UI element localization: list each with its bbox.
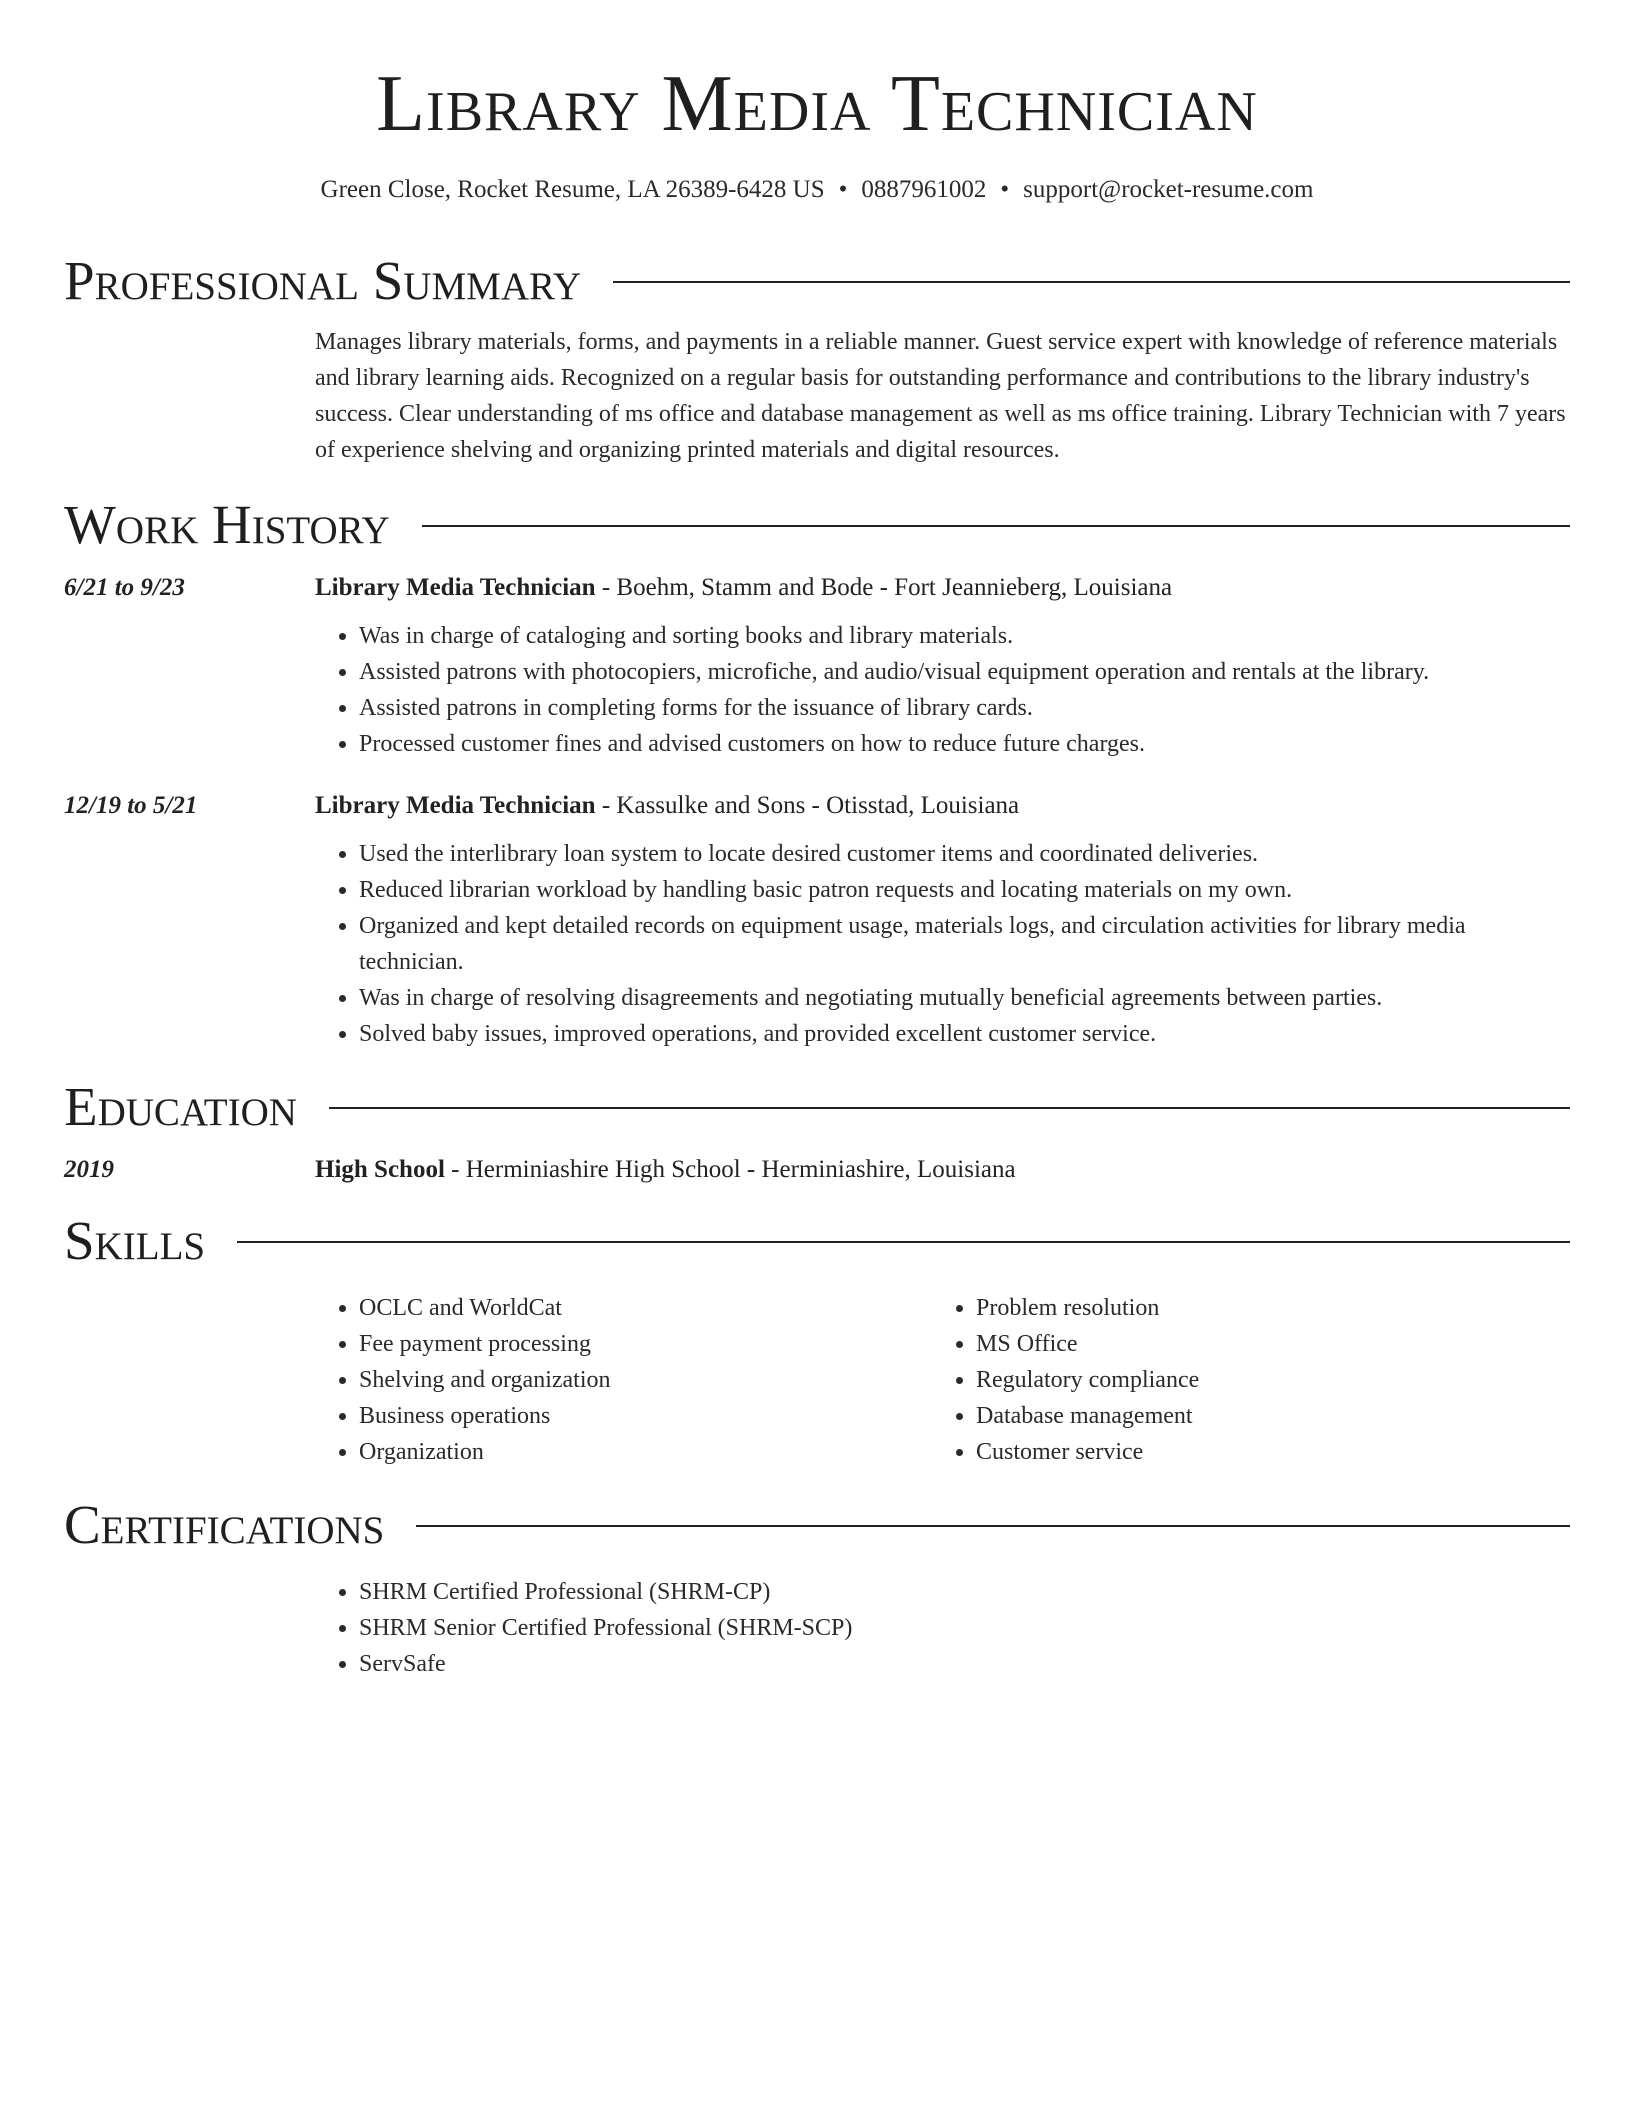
- section-header: [64, 1076, 1570, 1138]
- education-school: - Herminiashire High School - Herminiashire, Louisiana: [444, 1156, 1016, 1183]
- job-bullet-list: [315, 836, 1570, 1052]
- section-header: [64, 1494, 1570, 1556]
- job-bullet: • Reduced librarian workload by handling basic patron requests and locating materials on my own.: [359, 872, 1570, 908]
- job-heading: [315, 790, 1570, 822]
- section-title-skills: Skills: [64, 1210, 206, 1271]
- section-header: [64, 250, 1570, 312]
- resume-page: [64, 0, 1570, 1682]
- skill-item: • MS Office: [976, 1326, 1549, 1362]
- skill-item: • Fee payment processing: [359, 1326, 932, 1362]
- skill-item: • Organization: [359, 1434, 932, 1470]
- skill-item: • Business operations: [359, 1398, 932, 1434]
- certifications-list: [315, 1574, 1570, 1682]
- skills-column-right: [932, 1290, 1549, 1470]
- job-entry: [64, 572, 1570, 762]
- job-dates: 6/21 to 9/23: [64, 574, 185, 601]
- section-header: [64, 494, 1570, 556]
- section-title-summary: Professional Summary: [64, 250, 582, 311]
- job-bullet: • Used the interlibrary loan system to locate desired customer items and coordinated deliveries.: [359, 836, 1570, 872]
- skills-column-left: [315, 1290, 932, 1470]
- certification-item: • SHRM Certified Professional (SHRM-CP): [359, 1574, 1570, 1610]
- job-bullet: • Organized and kept detailed records on equipment usage, materials logs, and circulation activities for library media technician.: [359, 908, 1570, 980]
- contact-line: [64, 174, 1570, 206]
- job-title: Library Media Technician: [315, 574, 596, 601]
- skill-item: • Shelving and organization: [359, 1362, 932, 1398]
- job-bullet: • Assisted patrons with photocopiers, microfiche, and audio/visual equipment operation and rentals at the library.: [359, 654, 1570, 690]
- certifications-section: [64, 1494, 1570, 1682]
- summary-section: [64, 250, 1570, 468]
- job-title: Library Media Technician: [315, 792, 596, 819]
- skills-list: [932, 1290, 1549, 1470]
- job-employer: - Boehm, Stamm and Bode - Fort Jeannieberg, Louisiana: [595, 574, 1173, 601]
- education-year: 2019: [64, 1156, 114, 1183]
- section-title-certifications: Certifications: [64, 1494, 385, 1555]
- job-heading: [315, 572, 1570, 604]
- section-divider: [329, 1107, 1570, 1109]
- section-divider: [237, 1241, 1570, 1243]
- skill-item: • Regulatory compliance: [976, 1362, 1549, 1398]
- section-title-education: Education: [64, 1076, 297, 1137]
- education-body: [315, 1154, 1570, 1186]
- skills-grid: [315, 1290, 1570, 1470]
- skills-list: [315, 1290, 932, 1470]
- section-title-work-history: Work History: [64, 494, 390, 555]
- job-body: [315, 790, 1570, 1052]
- section-divider: [416, 1525, 1570, 1527]
- education-degree: High School: [315, 1156, 445, 1183]
- skill-item: • Customer service: [976, 1434, 1549, 1470]
- skill-item: • Problem resolution: [976, 1290, 1549, 1326]
- section-divider: [422, 525, 1570, 527]
- skill-item: • OCLC and WorldCat: [359, 1290, 932, 1326]
- summary-text: Manages library materials, forms, and payments in a reliable manner. Guest service expert with knowledge of reference materials and library learning aids. Recognized on a regular basis for outstanding performance and contributions to the library industry's success. Clear understanding of ms office and database management as well as ms office training. Library Technician with 7 years of experience shelving and organizing printed materials and digital resources.: [315, 329, 1566, 463]
- skill-item: • Database management: [976, 1398, 1549, 1434]
- contact-separator: •: [838, 176, 848, 203]
- job-employer: - Kassulke and Sons - Otisstad, Louisiana: [595, 792, 1020, 819]
- contact-address: Green Close, Rocket Resume, LA 26389-6428 US: [320, 176, 825, 203]
- job-body: [315, 572, 1570, 762]
- certifications-block: [315, 1574, 1570, 1682]
- contact-phone: 0887961002: [861, 176, 987, 203]
- job-bullet: • Was in charge of resolving disagreements and negotiating mutually beneficial agreements between parties.: [359, 980, 1570, 1016]
- job-entry: [64, 790, 1570, 1052]
- job-bullet: • Assisted patrons in completing forms for the issuance of library cards.: [359, 690, 1570, 726]
- education-heading: [315, 1154, 1570, 1186]
- job-bullet: • Processed customer fines and advised customers on how to reduce future charges.: [359, 726, 1570, 762]
- job-dates: 12/19 to 5/21: [64, 792, 198, 819]
- contact-separator: •: [1000, 176, 1010, 203]
- education-section: [64, 1076, 1570, 1186]
- skills-section: [64, 1210, 1570, 1470]
- section-header: [64, 1210, 1570, 1272]
- certification-item: • SHRM Senior Certified Professional (SHRM-SCP): [359, 1610, 1570, 1646]
- job-bullet-list: [315, 618, 1570, 762]
- job-bullet: • Solved baby issues, improved operations, and provided excellent customer service.: [359, 1016, 1570, 1052]
- work-history-section: [64, 494, 1570, 1052]
- education-entry: [64, 1154, 1570, 1186]
- certification-item: • ServSafe: [359, 1646, 1570, 1682]
- job-bullet: • Was in charge of cataloging and sorting books and library materials.: [359, 618, 1570, 654]
- resume-name: Library Media Technician: [376, 60, 1258, 148]
- section-divider: [613, 281, 1570, 283]
- contact-email: support@rocket-resume.com: [1023, 176, 1314, 203]
